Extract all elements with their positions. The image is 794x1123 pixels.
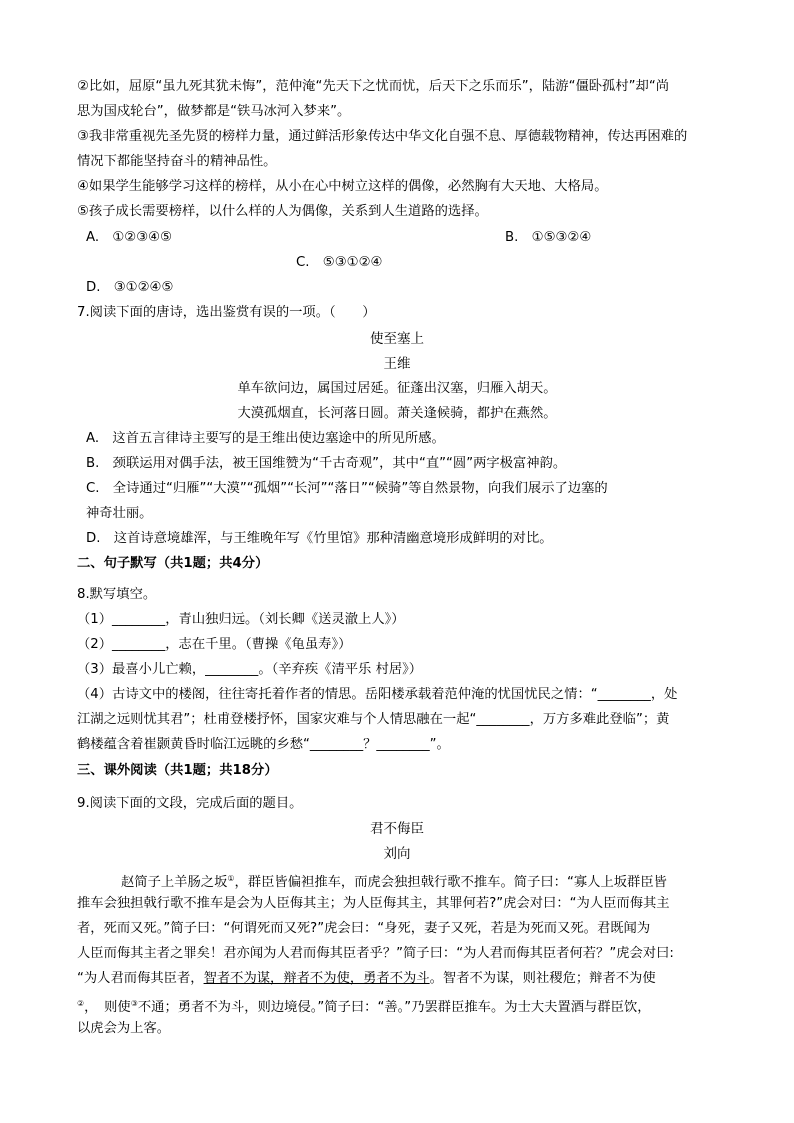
q8-item-4-line-1: （4）古诗文中的楼阁，往往寄托着作者的情思。岳阳楼承载着范仲淹的忧国忧民之情：“________，处 [77,687,678,702]
q6-sentence-5: ⑤孩子成长需要榜样，以什么样的人为偶像，关系到人生道路的选择。 [77,204,488,219]
passage-text: 赵简子上羊肠之坂 [121,875,228,890]
q6-option-b: B. ①⑤③②④ [505,230,592,245]
passage-line-1 [121,870,667,892]
q6-option-a: A. ①②③④⑤ [86,230,172,245]
q6-sentence-3-line-1: ③我非常重视先圣先贤的榜样力量，通过鲜活形象传达中华文化自强不息、厚德载物精神，传达再困难的 [77,129,688,144]
q7-option-a: A. 这首五言律诗主要写的是王维出使边塞途中的所见所感。 [86,431,445,446]
q6-sentence-2-line-1: ②比如，屈原“虽九死其犹未悔”，范仲淹“先天下之忧而忧，后天下之乐而乐”，陆游“僵卧孤村”却“尚 [77,79,670,94]
q9-stem: 9.阅读下面的文段，完成后面的题目。 [77,796,303,811]
poem-line-1: 单车欲问边，属国过居延。征蓬出汉塞，归雁入胡天。 [237,381,557,396]
passage-line-5 [77,970,656,988]
q7-option-d: D. 这首诗意境雄浑，与王维晚年写《竹里馆》那种清幽意境形成鲜明的对比。 [86,531,553,546]
footnote-marker-2: ② [77,999,85,1008]
q7-option-b: B. 颈联运用对偶手法，被王国维赞为“千古奇观”，其中“直”“圆”两字极富神韵。 [86,456,567,471]
q7-option-c-line-2: 神奇壮丽。 [86,506,153,521]
poem-line-2: 大漠孤烟直，长河落日圆。萧关逢候骑，都护在燕然。 [237,406,557,421]
q8-stem: 8.默写填空。 [77,587,157,602]
q8-item-4-line-3: 鹤楼蕴含着崔颢黄昏时临江远眺的乡愁“________？________”。 [77,737,450,752]
q8-item-4-line-2: 江湖之远则忧其君”；杜甫登楼抒怀，国家灾难与个人情思融在一起“________，万方多难此登临”；黄 [77,712,670,727]
footnote-marker-1: ① [227,874,235,883]
q6-sentence-4: ④如果学生能够学习这样的榜样，从小在心中树立这样的偶像，必然胸有大天地、大格局。 [77,179,608,194]
section-2-heading: 二、句子默写（共1题；共4分） [77,556,269,571]
passage-line-7: 以虎会为上客。 [77,1021,171,1036]
passage-text: ， 则使 [84,1000,131,1015]
passage-line-2: 推车会独担戟行歌不推车是会为人臣侮其主；为人臣侮其主，其罪何若?”虎会对曰：“为人臣而侮其主 [77,896,670,911]
passage-text: 。智者不为谋，则社稷危；辩者不为使 [429,971,656,986]
section-3-heading: 三、课外阅读（共1题；共18分） [77,763,278,778]
q7-option-c-line-1: C. 全诗通过“归雁”“大漠”“孤烟”“长河”“落日”“候骑”等自然景物，向我们展示了边塞的 [86,481,608,496]
q6-sentence-2-line-2: 思为国戍轮台”，做梦都是“铁马冰河入梦来”。 [77,104,351,119]
passage-title: 君不侮臣 [370,821,424,837]
poem-title: 使至塞上 [370,331,424,347]
footnote-marker-3: ③ [130,999,138,1008]
q6-sentence-3-line-2: 情况下都能坚持奋斗的精神品性。 [77,154,277,169]
passage-text: 不通；勇者不为斗，则边境侵。”简子曰：“善。”乃罢群臣推车。为士大夫置酒与群臣饮， [137,1000,651,1015]
poem-author: 王维 [383,356,411,372]
passage-text: ，群臣皆偏袒推车，而虎会独担戟行歌不推车。简子曰：“寡人上坂群臣皆 [234,875,667,890]
q6-option-d: D. ③①②④⑤ [86,280,174,295]
passage-line-6 [77,995,651,1017]
q6-option-c: C. ⑤③①②④ [296,255,383,270]
q8-item-2: （2）________，志在千里。（曹操《龟虽寿》） [77,637,352,652]
underlined-sentence: 智者不为谋，辩者不为使，勇者不为斗 [203,971,430,986]
q8-item-1: （1）________，青山独归远。（刘长卿《送灵澈上人》） [77,612,405,627]
passage-text: “为人君而侮其臣者， [77,971,204,986]
q7-stem: 7.阅读下面的唐诗，选出鉴赏有误的一项。（ ） [77,305,376,320]
passage-line-4: 人臣而侮其主者之罪矣！君亦闻为人君而侮其臣者乎？”简子曰：“为人君而侮其臣者何若？”虎会对曰: [77,946,674,961]
passage-line-3: 者，死而又死。”简子曰：“何谓死而又死?”虎会曰：“身死，妻子又死，若是为死而又死。君既闻为 [77,921,651,936]
q8-item-3: （3）最喜小儿亡赖，________。（辛弃疾《清平乐 村居》） [77,662,423,677]
passage-author: 刘向 [383,846,411,862]
